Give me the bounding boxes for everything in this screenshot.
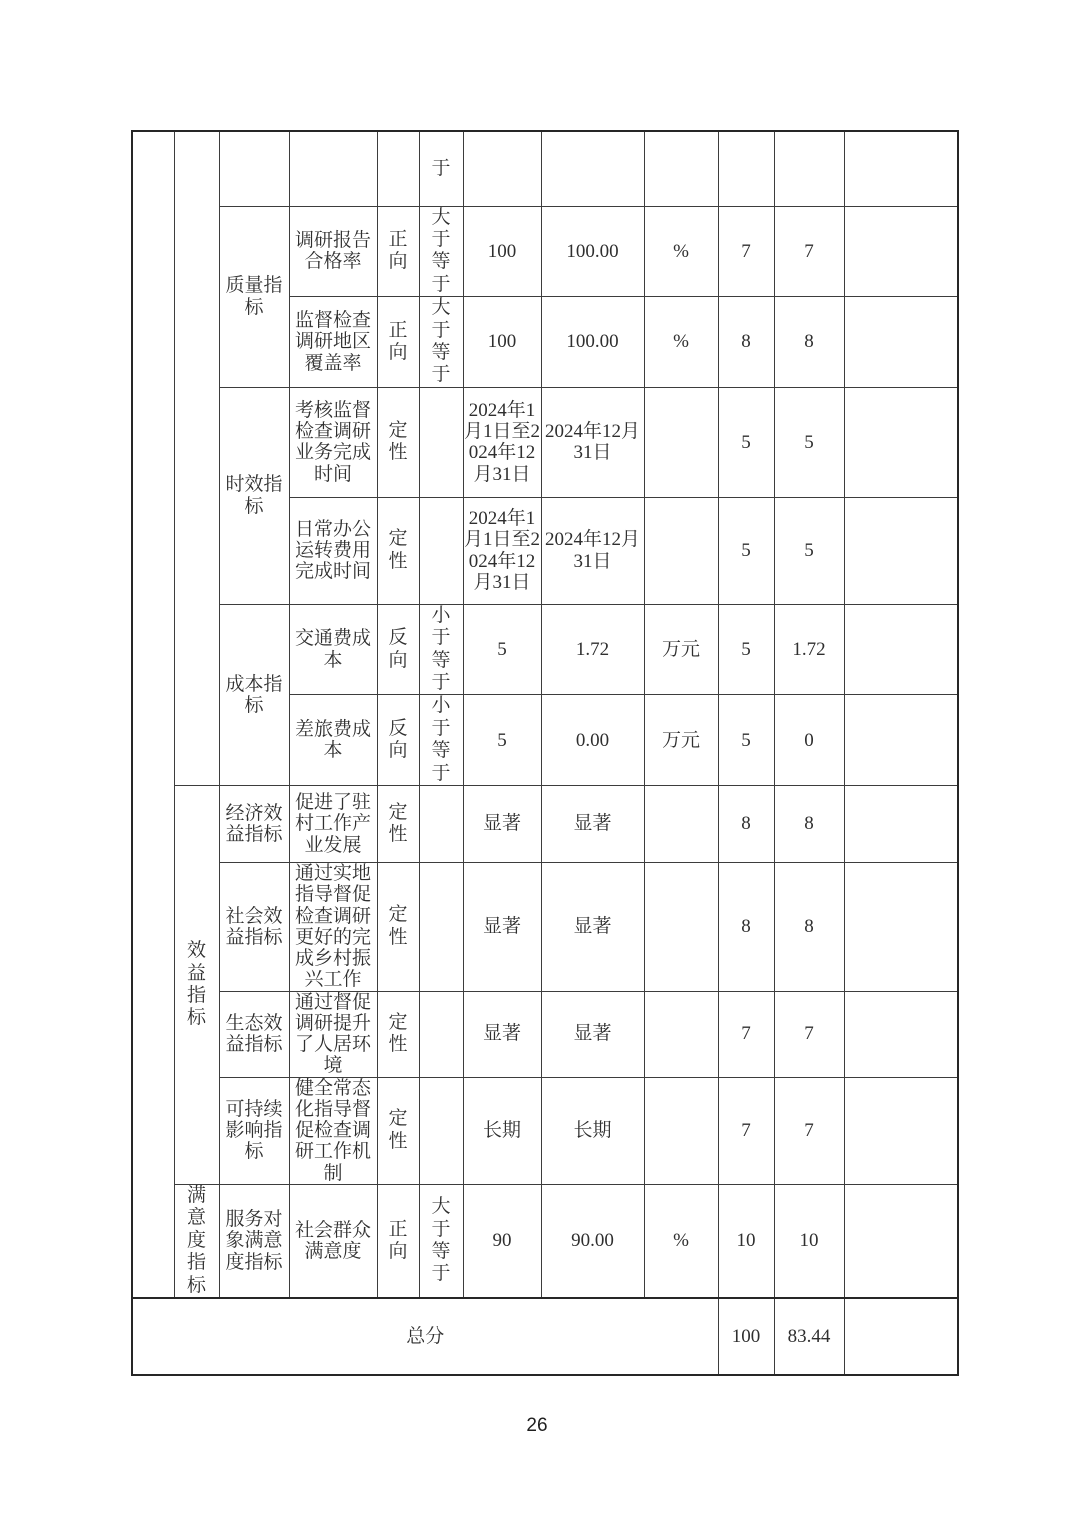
social-benefit-group-cell: 社会效益指标 [219,863,289,992]
direction-cell: 小于等于 [419,604,463,695]
indicator-row [132,991,958,1077]
outer-group-cell [132,131,174,1298]
unit-cell: % [644,1184,718,1298]
target-cell: 5 [463,695,541,786]
weight-cell: 7 [718,206,774,297]
service-target-satisfaction-group-cell: 服务对象满意度指标 [219,1184,289,1298]
target-cell: 2024年1月1日至2024年12月31日 [463,387,541,497]
actual-cell: 1.72 [541,604,644,695]
nature-cell: 定性 [377,387,419,497]
weight-cell: 5 [718,604,774,695]
carryover-name-cell [289,131,377,206]
weight-cell: 8 [718,297,774,388]
actual-cell: 100.00 [541,297,644,388]
target-cell: 100 [463,206,541,297]
weight-cell: 5 [718,387,774,497]
indicator-row [132,1184,958,1298]
indicator-name: 考核监督检查调研业务完成时间 [289,387,377,497]
direction-cell [419,863,463,992]
score-cell: 7 [774,1077,844,1184]
timeliness-group-cell: 时效指标 [219,387,289,604]
score-cell: 1.72 [774,604,844,695]
target-cell: 长期 [463,1077,541,1184]
target-cell: 显著 [463,786,541,863]
score-cell: 8 [774,297,844,388]
unit-cell [644,991,718,1077]
unit-cell: 万元 [644,695,718,786]
indicator-name: 社会群众满意度 [289,1184,377,1298]
benefit-group-cell: 效益指标 [174,786,219,1185]
indicator-row [132,604,958,695]
score-cell: 5 [774,497,844,604]
remark-cell [844,695,958,786]
indicator-row [132,863,958,992]
weight-cell: 7 [718,991,774,1077]
remark-cell [844,297,958,388]
actual-cell: 显著 [541,991,644,1077]
weight-cell: 8 [718,786,774,863]
performance-indicator-table [131,130,959,1376]
nature-cell: 定性 [377,863,419,992]
remark-cell [844,604,958,695]
unit-cell: % [644,297,718,388]
actual-cell: 2024年12月31日 [541,387,644,497]
indicator-row [132,387,958,497]
total-label-cell: 总分 [132,1298,718,1375]
carryover-target-cell [463,131,541,206]
cost-group-cell: 成本指标 [219,604,289,785]
unit-cell [644,1077,718,1184]
weight-cell: 8 [718,863,774,992]
score-cell: 8 [774,863,844,992]
nature-cell: 反向 [377,695,419,786]
actual-cell: 100.00 [541,206,644,297]
carryover-subgroup-cell [219,131,289,206]
weight-cell: 7 [718,1077,774,1184]
unit-cell [644,497,718,604]
carryover-row [132,131,958,206]
weight-cell: 5 [718,695,774,786]
unit-cell [644,387,718,497]
ecological-benefit-group-cell: 生态效益指标 [219,991,289,1077]
actual-cell: 0.00 [541,695,644,786]
nature-cell: 定性 [377,991,419,1077]
target-cell: 100 [463,297,541,388]
remark-cell [844,991,958,1077]
indicator-name: 通过督促调研提升了人居环境 [289,991,377,1077]
carryover-nature-cell [377,131,419,206]
direction-cell: 大于等于 [419,206,463,297]
score-cell: 7 [774,991,844,1077]
score-cell: 8 [774,786,844,863]
total-weight-cell: 100 [718,1298,774,1375]
target-cell: 显著 [463,863,541,992]
nature-cell: 正向 [377,297,419,388]
nature-cell: 定性 [377,786,419,863]
carryover-direction-cell [419,131,463,206]
indicator-name: 交通费成本 [289,604,377,695]
score-cell: 0 [774,695,844,786]
carryover-actual-cell [541,131,644,206]
carryover-score-cell [774,131,844,206]
indicator-name: 通过实地指导督促检查调研更好的完成乡村振兴工作 [289,863,377,992]
remark-cell [844,1184,958,1298]
sustainable-impact-group-cell: 可持续影响指标 [219,1077,289,1184]
target-cell: 显著 [463,991,541,1077]
actual-cell: 2024年12月31日 [541,497,644,604]
output-group-cell [174,131,219,786]
quality-group-cell: 质量指标 [219,206,289,387]
nature-cell: 正向 [377,206,419,297]
indicator-name: 促进了驻村工作产业发展 [289,786,377,863]
direction-cell [419,1077,463,1184]
target-cell: 2024年1月1日至2024年12月31日 [463,497,541,604]
score-cell: 5 [774,387,844,497]
unit-cell [644,786,718,863]
direction-cell: 大于等于 [419,297,463,388]
direction-cell: 大于等于 [419,1184,463,1298]
nature-cell: 定性 [377,497,419,604]
unit-cell [644,863,718,992]
indicator-name: 调研报告合格率 [289,206,377,297]
carryover-remark-cell [844,131,958,206]
nature-cell: 定性 [377,1077,419,1184]
satisfaction-group-cell: 满意度指标 [174,1184,219,1298]
economic-benefit-group-cell: 经济效益指标 [219,786,289,863]
total-score-cell: 83.44 [774,1298,844,1375]
remark-cell [844,206,958,297]
direction-cell [419,786,463,863]
target-cell: 90 [463,1184,541,1298]
direction-cell [419,991,463,1077]
indicator-name: 差旅费成本 [289,695,377,786]
direction-cell [419,497,463,604]
carryover-unit-cell [644,131,718,206]
score-cell: 7 [774,206,844,297]
actual-cell: 显著 [541,863,644,992]
indicator-name: 监督检查调研地区覆盖率 [289,297,377,388]
carryover-weight-cell [718,131,774,206]
target-cell: 5 [463,604,541,695]
remark-cell [844,387,958,497]
remark-cell [844,863,958,992]
actual-cell: 90.00 [541,1184,644,1298]
remark-cell [844,786,958,863]
indicator-row [132,206,958,297]
nature-cell: 反向 [377,604,419,695]
actual-cell: 长期 [541,1077,644,1184]
weight-cell: 5 [718,497,774,604]
indicator-name: 日常办公运转费用完成时间 [289,497,377,604]
direction-cell: 小于等于 [419,695,463,786]
unit-cell: % [644,206,718,297]
unit-cell: 万元 [644,604,718,695]
indicator-name: 健全常态化指导督促检查调研工作机制 [289,1077,377,1184]
weight-cell: 10 [718,1184,774,1298]
actual-cell: 显著 [541,786,644,863]
page-number: 26 [526,1415,548,1436]
direction-cell [419,387,463,497]
direction-tail-text: 于 [431,157,451,179]
nature-cell: 正向 [377,1184,419,1298]
remark-cell [844,497,958,604]
indicator-row [132,1077,958,1184]
indicator-row [132,786,958,863]
total-row [132,1298,958,1375]
total-remark-cell [844,1298,958,1375]
remark-cell [844,1077,958,1184]
score-cell: 10 [774,1184,844,1298]
